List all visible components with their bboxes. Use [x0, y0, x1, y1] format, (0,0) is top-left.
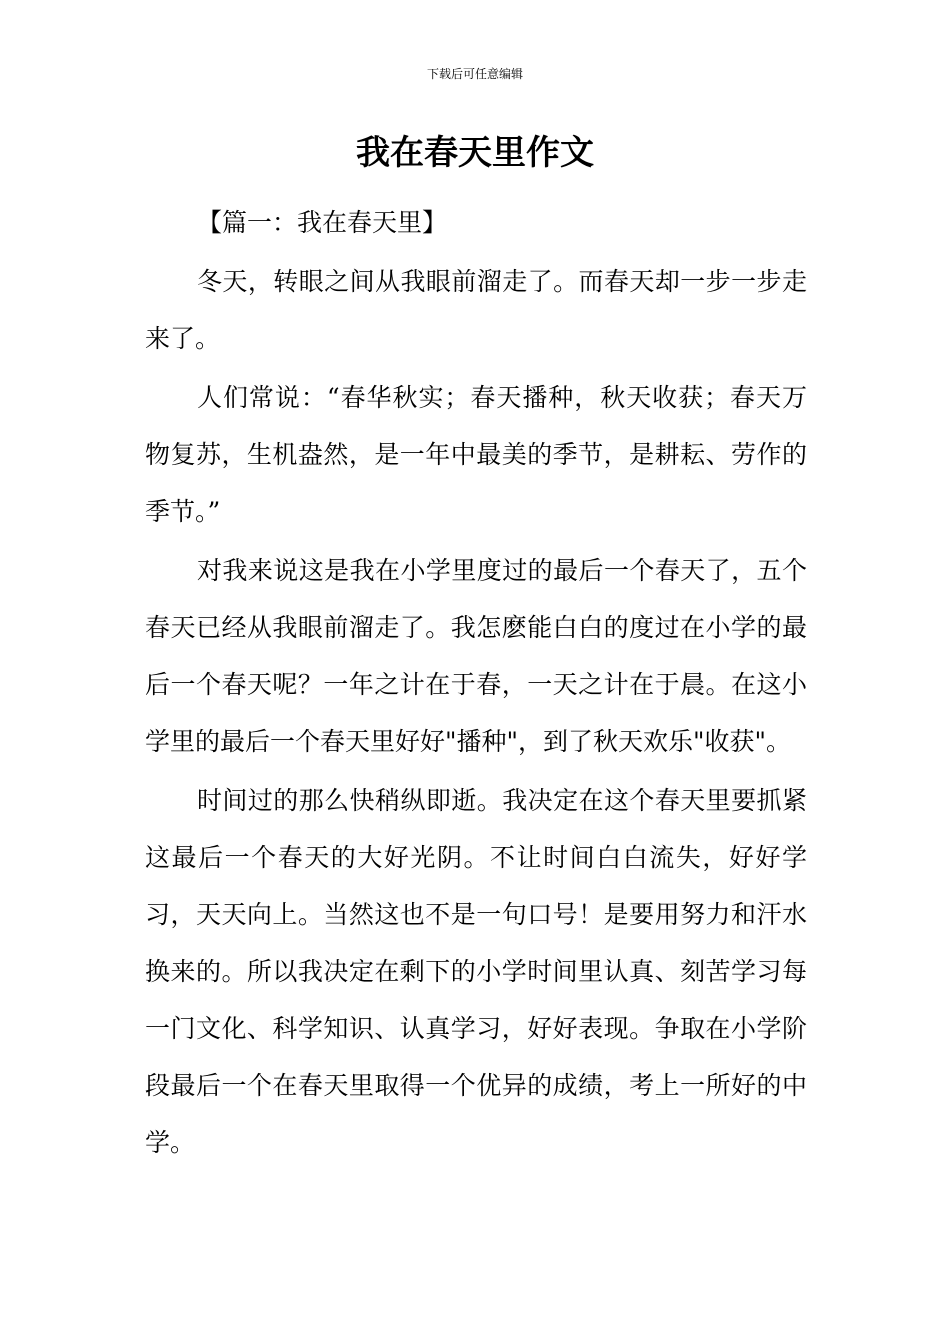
document-title: 我在春天里作文 — [356, 133, 594, 173]
paragraph-2: 人们常说：“春华秋实；春天播种，秋天收获；春天万物复苏，生机盎然，是一年中最美的季节，是耕耘、劳作的季节。” — [145, 383, 807, 526]
paragraph-3: 对我来说这是我在小学里度过的最后一个春天了，五个春天已经从我眼前溜走了。我怎麽能白白的度过在小学的最后一个春天呢？一年之计在于春，一天之计在于晨。在这小学里的最后一个春天里好好"播种"，到了秋天欢乐"收获"。 — [145, 556, 807, 756]
section-heading: 【篇一：我在春天里】 — [197, 208, 448, 237]
header-note: 下载后可任意编辑 — [426, 67, 523, 81]
paragraph-4: 时间过的那么快稍纵即逝。我决定在这个春天里要抓紧这最后一个春天的大好光阴。不让时间白白流失，好好学习，天天向上。当然这也不是一句口号！是要用努力和汗水换来的。所以我决定在剩下的小学时间里认真、刻苦学习每一门文化、科学知识、认真学习，好好表现。争取在小学阶段最后一个在春天里取得一个优异的成绩，考上一所好的中学。 — [145, 786, 807, 1157]
paragraph-1: 冬天，转眼之间从我眼前溜走了。而春天却一步一步走来了。 — [145, 267, 807, 353]
document-body — [145, 194, 807, 1171]
